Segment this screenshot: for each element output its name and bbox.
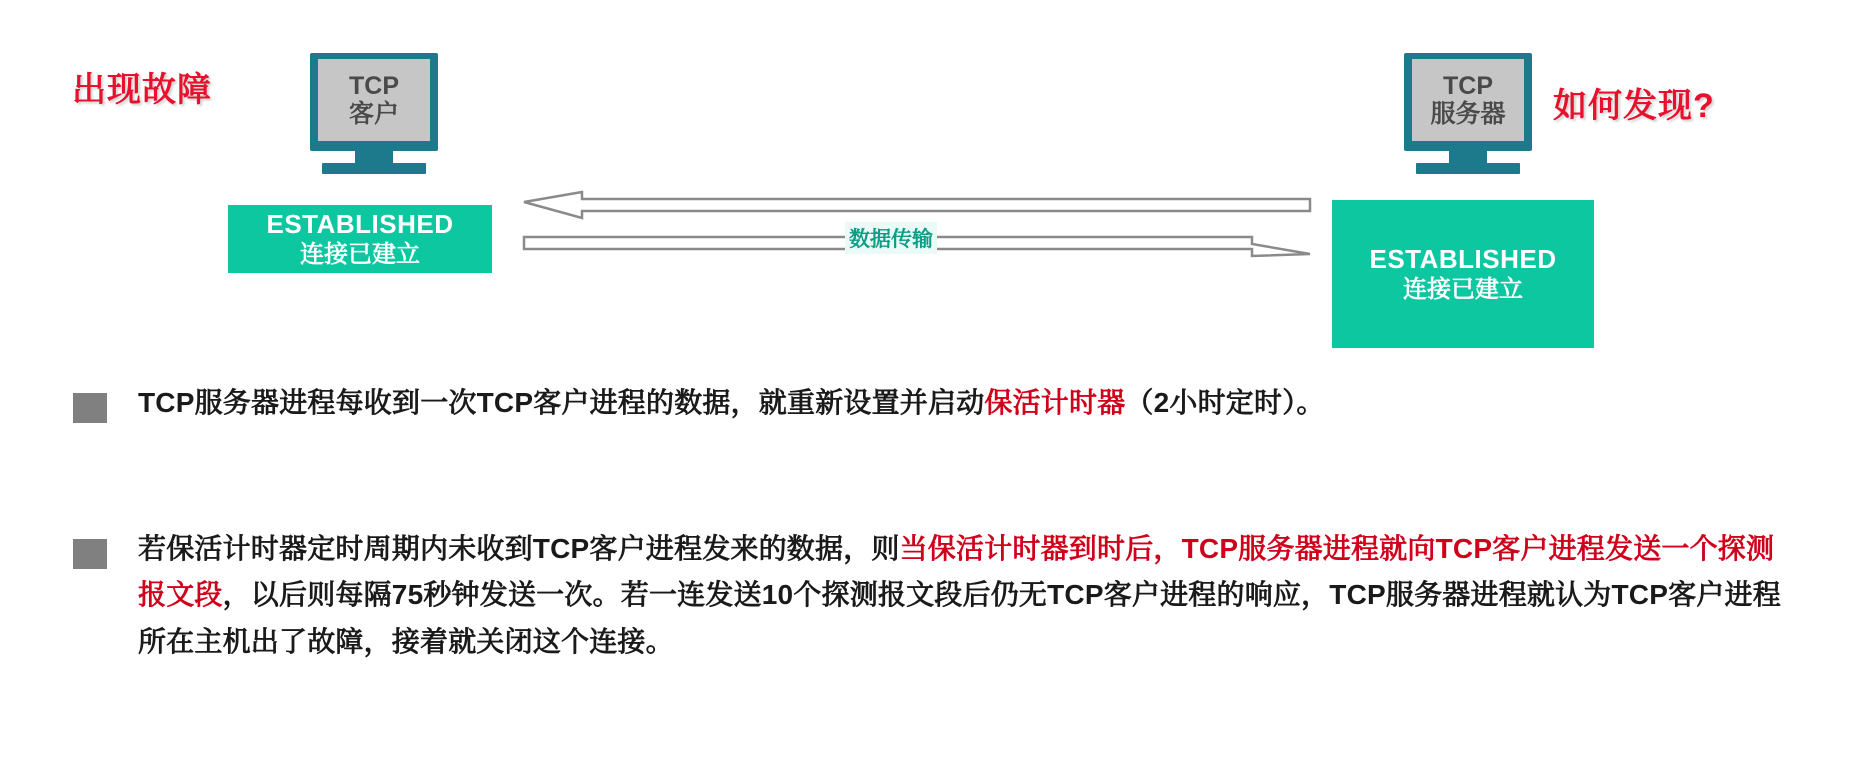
- client-host-label-line2: 客户: [348, 100, 399, 128]
- bullet-square-icon: [73, 539, 107, 569]
- how-to-discover-label: 如何发现?: [1553, 87, 1715, 125]
- client-state-box: [228, 205, 492, 273]
- bullet-segment: 若保活计时器定时周期内未收到TCP客户进程发来的数据，则: [138, 533, 900, 565]
- bullet-segment: （2小时定时）。: [1125, 387, 1325, 418]
- server-host-label-line2: 服务器: [1430, 100, 1506, 128]
- server-state-en: ESTABLISHED: [1369, 243, 1557, 274]
- monitor-neck: [355, 151, 393, 163]
- bullet-segment-emphasis: 当保活计时器到时后，TCP服务器进程就向TCP客户进程发送一个探测报文段: [138, 533, 1775, 611]
- server-host-label-line1: TCP: [1443, 72, 1493, 100]
- list-item: [0, 380, 1860, 426]
- client-state-en: ESTABLISHED: [266, 208, 454, 239]
- monitor-base: [1416, 163, 1520, 174]
- bullet-square-icon: [73, 393, 107, 423]
- tcp-client-host-icon: [310, 53, 438, 174]
- bullet-segment: TCP服务器进程每收到一次TCP客户进程的数据，就重新设置并启动: [138, 387, 985, 418]
- monitor-screen: [1412, 59, 1524, 141]
- monitor-screen: [318, 59, 430, 141]
- server-state-box: [1332, 200, 1594, 348]
- bullet-text: [138, 526, 1802, 665]
- monitor-frame: [310, 53, 438, 151]
- explanation-bullet-list: [0, 380, 1860, 665]
- client-state-cn: 连接已建立: [300, 241, 420, 269]
- tcp-keepalive-diagram: [0, 0, 1860, 370]
- monitor-frame: [1404, 53, 1532, 151]
- fault-label: 出现故障: [72, 71, 212, 109]
- monitor-base: [322, 163, 426, 174]
- bullet-text: [138, 380, 1325, 426]
- list-item: [0, 526, 1860, 665]
- monitor-neck: [1449, 151, 1487, 163]
- client-host-label-line1: TCP: [349, 72, 399, 100]
- data-transfer-label: 数据传输: [845, 222, 937, 254]
- server-state-cn: 连接已建立: [1403, 276, 1523, 304]
- tcp-server-host-icon: [1404, 53, 1532, 174]
- bullet-segment-emphasis: 保活计时器: [984, 387, 1126, 418]
- bullet-segment: ，以后则每隔75秒钟发送一次。若一连发送10个探测报文段后仍无TCP客户进程的响应，TCP服务器进程就认为TCP客户进程所在主机出了故障，接着就关闭这个连接。: [138, 579, 1781, 657]
